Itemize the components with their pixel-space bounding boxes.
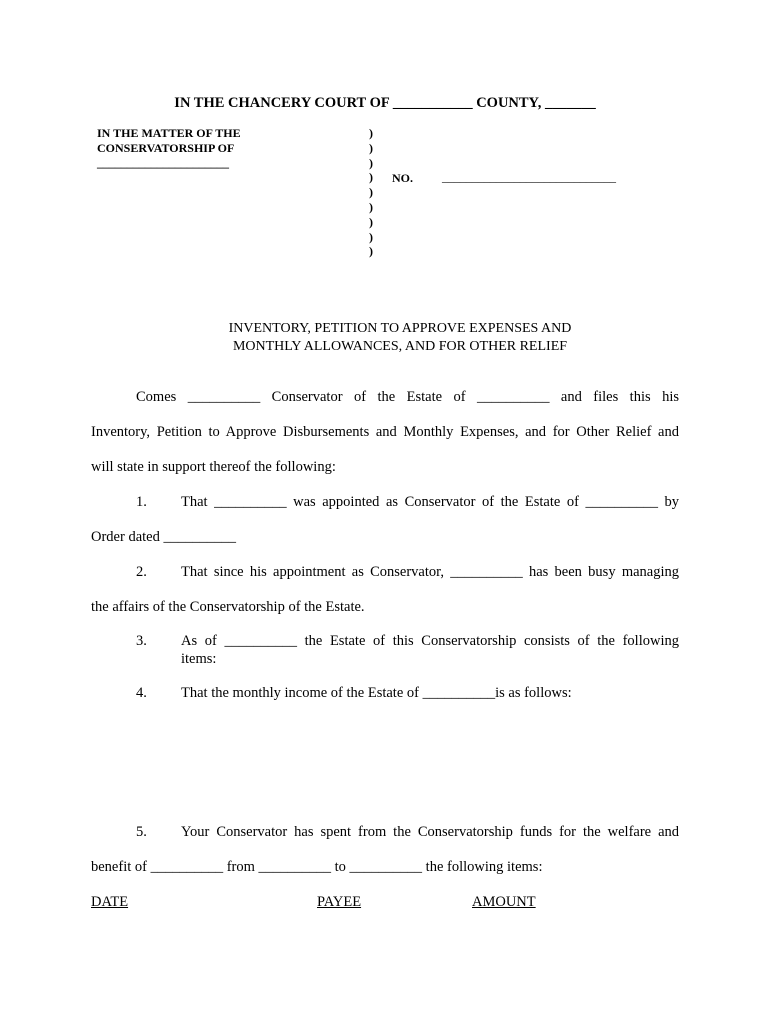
column-header-date: DATE [91, 894, 129, 910]
item-4-line-1: That the monthly income of the Estate of __________is as follows: [181, 685, 572, 701]
document-title [0, 320, 770, 356]
item-1-number: 1. [136, 494, 147, 510]
item-2-line-2: the affairs of the Conservatorship of the Estate. [91, 599, 365, 615]
paren: ) [369, 214, 373, 229]
caption-parentheses [369, 126, 373, 259]
item-4-number: 4. [136, 685, 147, 701]
intro-line-3: will state in support thereof the following: [91, 459, 336, 475]
paren: ) [369, 229, 373, 244]
paren: ) [369, 170, 373, 185]
court-title: IN THE CHANCERY COURT OF ___________ COUNTY, _______ [174, 95, 596, 111]
matter-blank: ______________________ [97, 156, 229, 170]
paren: ) [369, 244, 373, 259]
matter-line-1: IN THE MATTER OF THE [97, 126, 241, 140]
item-2-line-1: That since his appointment as Conservator, __________ has been busy managing [181, 564, 679, 580]
item-3-line-2: items: [181, 651, 217, 667]
intro-line-1: Comes __________ Conservator of the Estate of __________ and files this his [136, 389, 679, 405]
item-3-number: 3. [136, 633, 147, 649]
paren: ) [369, 126, 373, 140]
paren: ) [369, 199, 373, 214]
document-title-line-1: INVENTORY, PETITION TO APPROVE EXPENSES AND [228, 321, 572, 336]
item-3-line-1: As of __________ the Estate of this Conservatorship consists of the following [181, 633, 679, 649]
paren: ) [369, 155, 373, 170]
column-header-amount: AMOUNT [472, 894, 536, 910]
item-5-line-1: Your Conservator has spent from the Conservatorship funds for the welfare and [181, 824, 679, 840]
matter-line-2: CONSERVATORSHIP OF [97, 141, 235, 155]
document-title-line-2: MONTHLY ALLOWANCES, AND FOR OTHER RELIEF [232, 339, 568, 354]
item-5-line-2: benefit of __________ from __________ to __________ the following items: [91, 859, 543, 875]
paren: ) [369, 185, 373, 200]
intro-line-2: Inventory, Petition to Approve Disbursements and Monthly Expenses, and for Other Relief and [91, 424, 679, 440]
column-header-payee: PAYEE [317, 894, 362, 910]
case-number-blank: _____________________________ [442, 170, 616, 184]
matter-caption [97, 126, 241, 171]
item-5-number: 5. [136, 824, 147, 840]
case-number-label: NO. [392, 171, 413, 185]
item-1-line-1: That __________ was appointed as Conservator of the Estate of __________ by [181, 494, 679, 510]
item-2-number: 2. [136, 564, 147, 580]
item-1-line-2: Order dated __________ [91, 529, 236, 545]
paren: ) [369, 140, 373, 155]
